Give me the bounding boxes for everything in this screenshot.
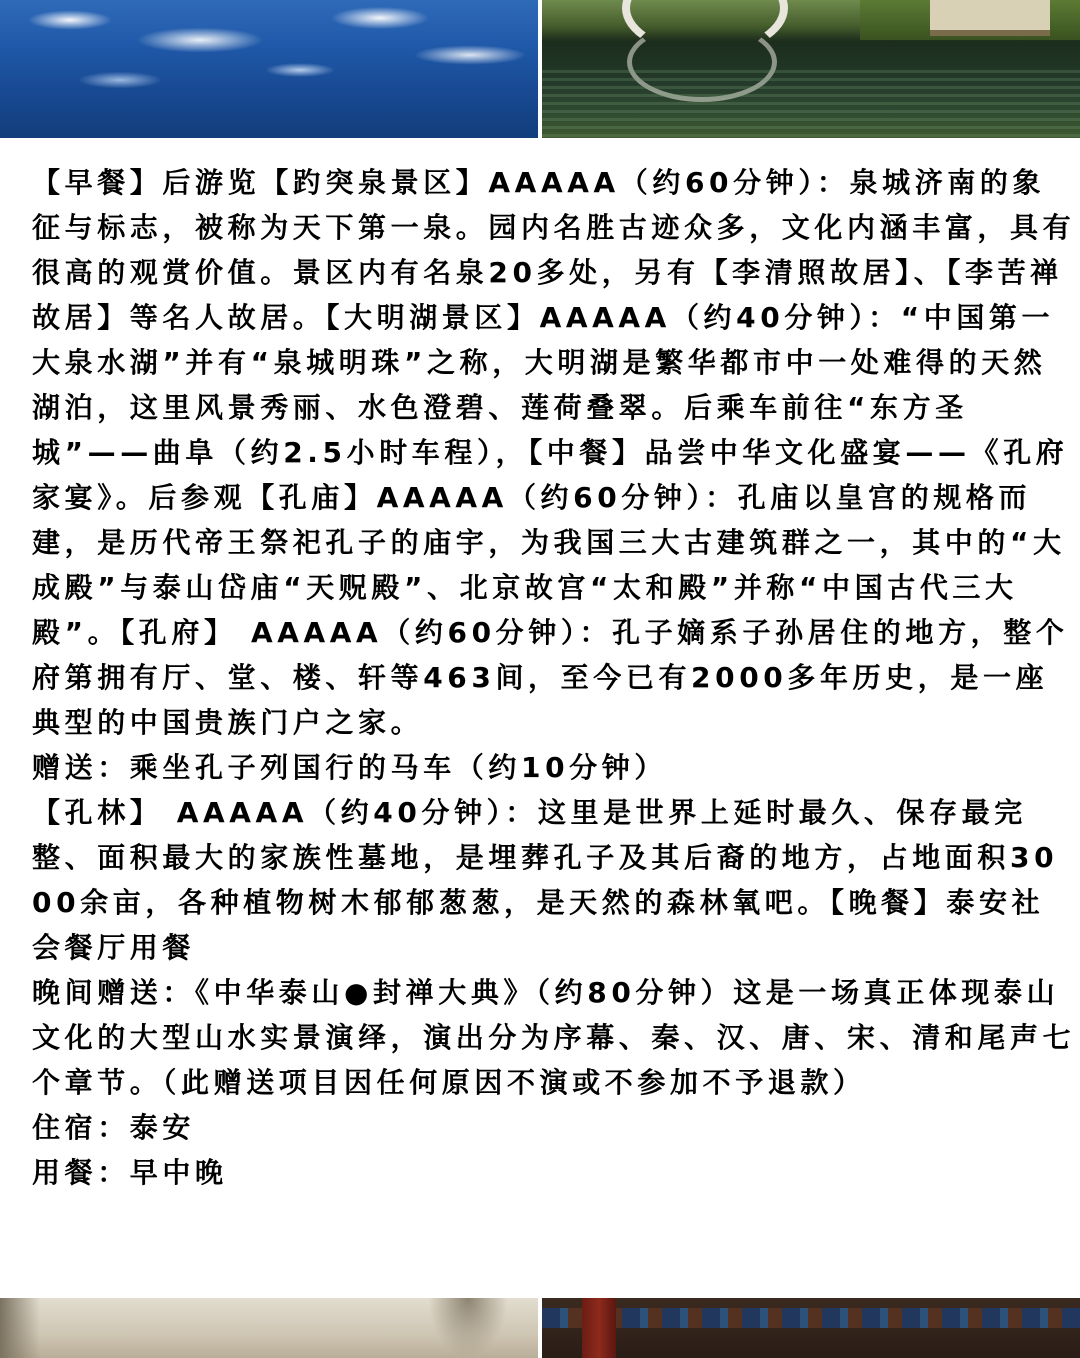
lakeside-pavilion [930, 0, 1050, 36]
bottom-photo-strip [0, 1298, 1080, 1358]
kong-forest-description: 【孔林】 AAAAA（约40分钟）：这里是世界上延时最久、保存最完整、面积最大的家族性墓地，是埋葬孔子及其后裔的地方，占地面积3000余亩，各种植物树木郁郁葱葱，是天然的森林氧吧。【晚餐】泰安社会餐厅用餐 [32, 796, 1059, 964]
itinerary-day-description: 【早餐】后游览【趵突泉景区】AAAAA（约60分钟）：泉城济南的象征与标志，被称为天下第一泉。园内名胜古迹众多，文化内涵丰富，具有很高的观赏价值。景区内有名泉20多处，另有【李清照故居】、【李苦禅故居】等名人故居。【大明湖景区】AAAAA（约40分钟）：“中国第一大泉水湖”并有“泉城明珠”之称，大明湖是繁华都市中一处难得的天然湖泊，这里风景秀丽、水色澄碧、莲荷叠翠。后乘车前往“东方圣城”——曲阜（约2.5小时车程），【中餐】品尝中华文化盛宴——《孔府家宴》。后参观【孔庙】AAAAA（约60分钟）：孔庙以皇宫的规格而建，是历代帝王祭祀孔子的庙宇，为我国三大古建筑群之一，其中的“大成殿”与泰山岱庙“天贶殿”、北京故宫“太和殿”并称“中国古代三大殿”。【孔府】 AAAAA（约60分钟）：孔子嫡系子孙居住的地方，整个府第拥有厅、堂、楼、轩等463间，至今已有2000多年历史，是一座典型的中国贵族门户之家。 [32, 166, 1076, 739]
ornate-hall-photo [542, 1298, 1080, 1358]
daming-lake-photo [542, 0, 1080, 138]
top-photo-strip [0, 0, 1080, 138]
branch-silhouette [428, 1298, 508, 1358]
temple-courtyard-photo [0, 1298, 538, 1358]
gift-carriage-ride: 赠送：乘坐孔子列国行的马车（约10分钟） [32, 751, 667, 784]
evening-show-description: 晚间赠送：《中华泰山●封禅大典》（约80分钟）这是一场真正体现泰山文化的大型山水实景演绎，演出分为序幕、秦、汉、唐、宋、清和尾声七个章节。（此赠送项目因任何原因不演或不参加不予退款） [32, 976, 1076, 1099]
red-pillar [582, 1298, 616, 1358]
lake-water [542, 70, 1080, 138]
baotu-spring-photo [0, 0, 538, 138]
meals: 用餐：早中晚 [32, 1156, 228, 1189]
tree-silhouette [0, 1298, 40, 1358]
itinerary-text [32, 160, 1076, 1195]
painted-beam [542, 1308, 1080, 1328]
accommodation: 住宿：泰安 [32, 1111, 196, 1144]
